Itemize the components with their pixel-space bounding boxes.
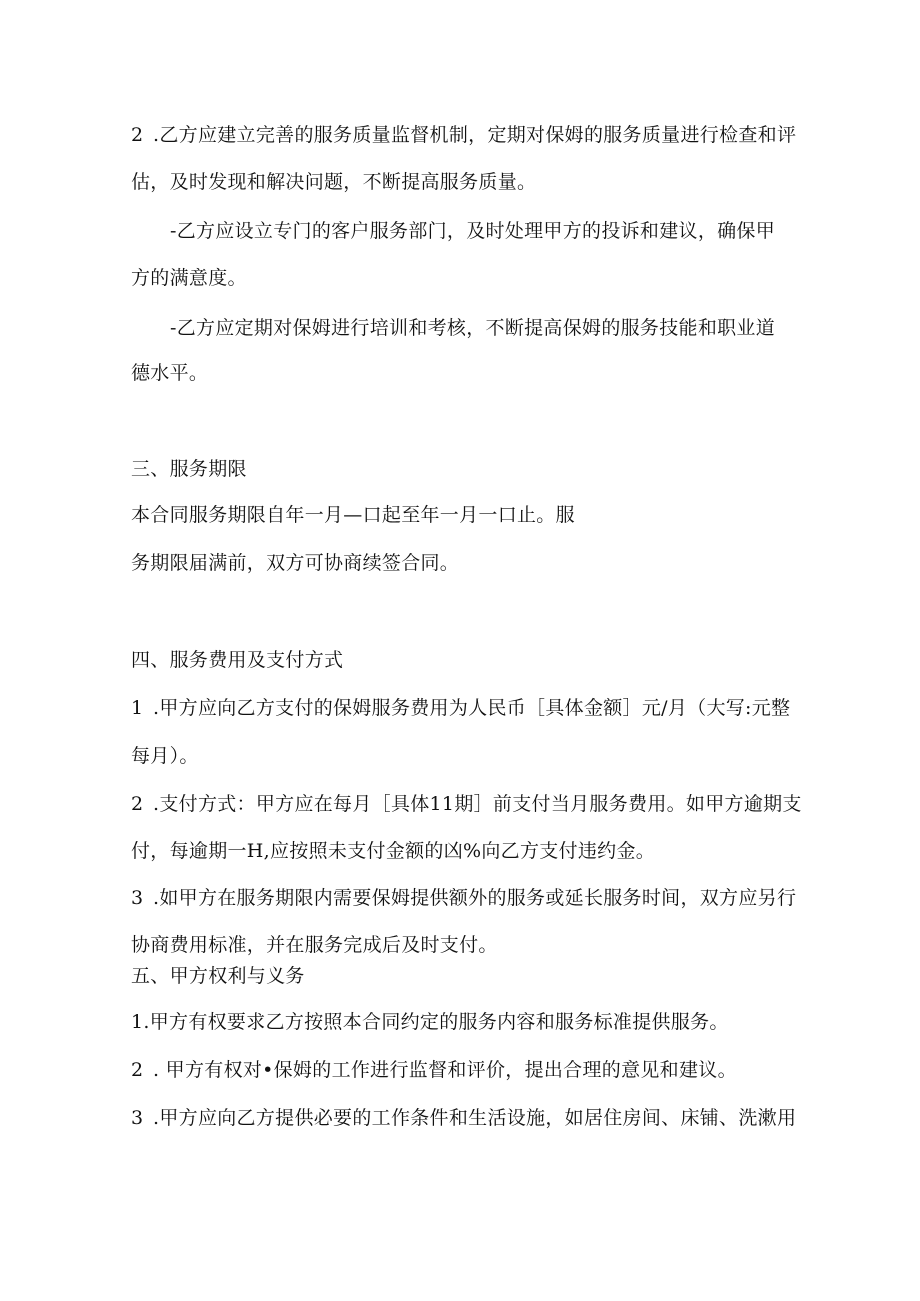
clause-number: 2 bbox=[131, 1059, 144, 1081]
rights-clause-2: 2 . 甲方有权对•保姆的工作进行监督和评价，提出合理的意见和建议。 bbox=[131, 1059, 737, 1081]
clause-number: 2 bbox=[131, 793, 144, 815]
section-5-heading: 五、甲方权利与义务 bbox=[131, 965, 305, 987]
clause-number: 2 bbox=[131, 124, 144, 146]
section-3-line-1: 本合同服务期限自年一月—口起至年一月一口止。服 bbox=[131, 504, 575, 526]
fee-clause-2-line-2: 付，每逾期一H,应按照未支付金额的凶%向乙方支付违约金。 bbox=[131, 840, 656, 862]
clause-number: 3 bbox=[131, 1107, 144, 1129]
fee-clause-2-line-1: 2 .支付方式：甲方应在每月［具体11期］前支付当月服务费用。如甲方逾期支 bbox=[131, 793, 802, 815]
clause-number: 3 bbox=[131, 887, 144, 909]
fee-clause-1-line-2: 每月）。 bbox=[131, 745, 199, 767]
bullet-2-line-1: -乙方应定期对保姆进行培训和考核，不断提高保姆的服务技能和职业道 bbox=[170, 317, 776, 339]
bullet-2-line-2: 德水平。 bbox=[131, 362, 209, 384]
fee-clause-3-line-1: 3 .如甲方在服务期限内需要保姆提供额外的服务或延长服务时间，双方应另行 bbox=[131, 887, 797, 909]
section-4-heading: 四、服务费用及支付方式 bbox=[131, 649, 344, 671]
clause-2-line-2: 估，及时发现和解决问题，不断提高服务质量。 bbox=[131, 171, 537, 193]
section-3-heading: 三、服务期限 bbox=[131, 458, 247, 480]
clause-2-line-1: 2 .乙方应建立完善的服务质量监督机制，定期对保姆的服务质量进行检查和评 bbox=[131, 124, 797, 146]
rights-clause-3: 3 .甲方应向乙方提供必要的工作条件和生活设施，如居住房间、床铺、洗漱用 bbox=[131, 1107, 797, 1129]
fee-clause-1-line-1: 1 .甲方应向乙方支付的保姆服务费用为人民币［具体金额］元/月（大写:元整 bbox=[131, 697, 791, 719]
section-3-line-2: 务期限届满前，双方可协商续签合同。 bbox=[131, 552, 460, 574]
fee-clause-3-line-2: 协商费用标准，并在服务完成后及时支付。 bbox=[131, 934, 498, 956]
bullet-1-line-2: 方的满意度。 bbox=[131, 267, 247, 289]
bullet-1-line-1: -乙方应设立专门的客户服务部门，及时处理甲方的投诉和建议，确保甲 bbox=[170, 220, 776, 242]
clause-number: 1 bbox=[131, 697, 144, 719]
rights-clause-1: 1.甲方有权要求乙方按照本合同约定的服务内容和服务标准提供服务。 bbox=[131, 1011, 729, 1033]
